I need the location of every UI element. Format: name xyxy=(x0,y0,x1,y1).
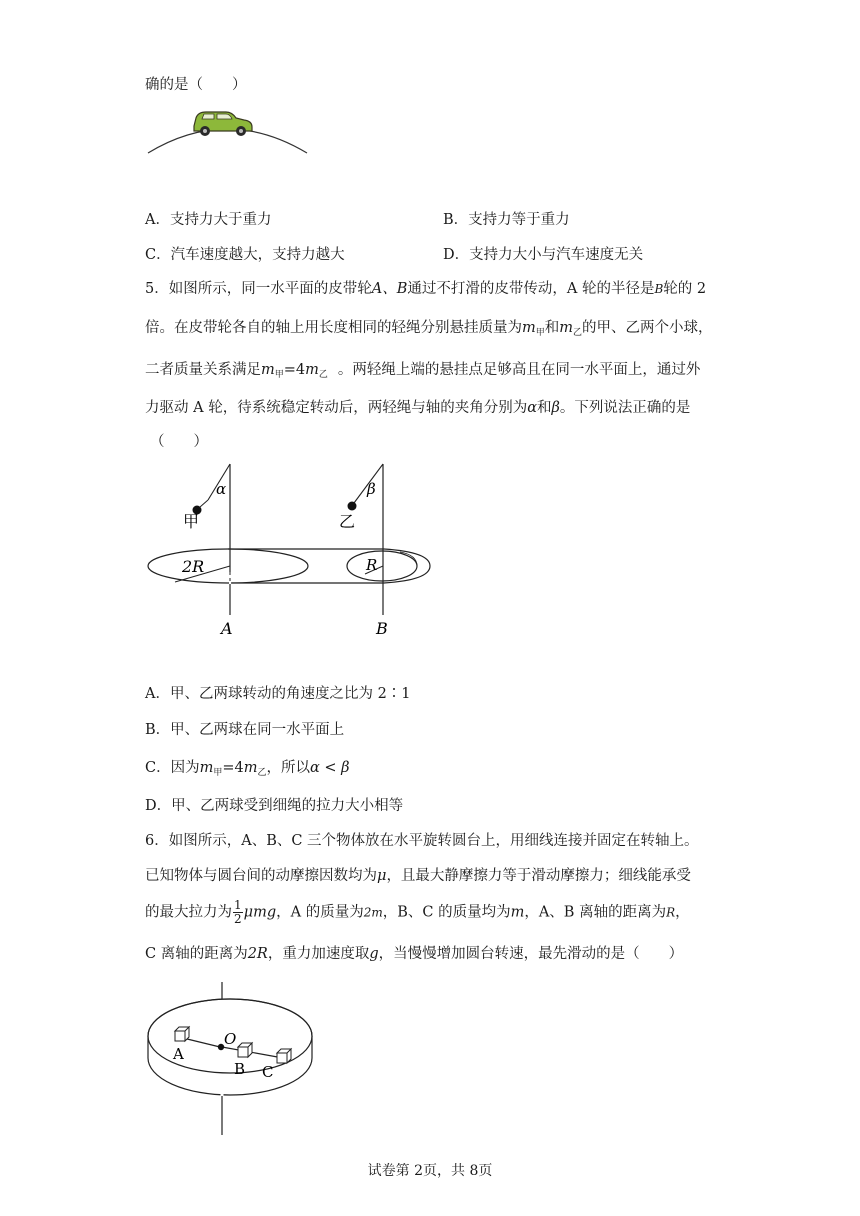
label-jia: 甲 xyxy=(183,512,200,531)
block-c xyxy=(277,1049,291,1063)
q5-option-d: D．甲、乙两球受到细绳的拉力大小相等 xyxy=(145,798,404,814)
q4-option-a: A．支持力大于重力 xyxy=(145,212,272,228)
q5-option-c: C．因为$m_甲=4m_乙$，所以α < β xyxy=(145,760,350,778)
pulley-a xyxy=(148,549,308,583)
q6-stem-line-3: 的最大拉力为 $\frac{1}{2}$ μmg，A 的质量为2m，B、C 的质量均为m，A、B 离轴的距离为R， xyxy=(145,898,690,926)
q5-stem-line-2: 倍。在皮带轮各自的轴上用长度相同的轻绳分别悬挂质量为$m_甲$和$m_乙$的甲、乙两个小球， xyxy=(145,320,713,338)
label-axis-b: B xyxy=(376,619,388,638)
q6-stem-line-4: C 离轴的距离为2R，重力加速度取g，当慢慢增加圆台转速，最先滑动的是（ ） xyxy=(145,946,684,962)
q4-option-b: B．支持力等于重力 xyxy=(443,212,570,228)
ball-yi xyxy=(348,502,357,511)
label-beta: β xyxy=(367,480,376,498)
page-footer: 试卷第 2页，共 8页 xyxy=(367,1163,493,1179)
q6-stem-line-2: 已知物体与圆台间的动摩擦因数均为μ，且最大静摩擦力等于滑动摩擦力；细线能承受 xyxy=(145,868,691,884)
q5-stem-line-3: 二者质量关系满足$m_甲=4m_乙$ 。两轻绳上端的悬挂点足够高且在同一水平面上，通过外 xyxy=(145,362,701,380)
q4-stem-tail: 确的是（ ） xyxy=(145,77,247,93)
label-block-a: A xyxy=(173,1045,184,1063)
turntable-figure xyxy=(140,978,325,1140)
label-2R: 2R xyxy=(182,557,205,576)
car-on-hill-figure xyxy=(140,100,315,160)
label-block-b: B xyxy=(234,1060,246,1078)
label-alpha: α xyxy=(216,480,227,498)
block-a xyxy=(175,1027,189,1041)
q6-stem-line-1: 6．如图所示，A、B、C 三个物体放在水平旋转圆台上，用细线连接并固定在转轴上。 xyxy=(145,833,699,849)
label-block-c: C xyxy=(262,1063,274,1081)
label-yi: 乙 xyxy=(339,512,356,531)
q5-stem-line-1: 5．如图所示，同一水平面的皮带轮A、B通过不打滑的皮带传动，A 轮的半径是B轮的 2 xyxy=(145,281,707,297)
block-b xyxy=(238,1043,252,1057)
q5-option-b: B．甲、乙两球在同一水平面上 xyxy=(145,722,345,738)
q4-option-c: C．汽车速度越大，支持力越大 xyxy=(145,247,345,263)
q5-stem-line-4: 力驱动 A 轮，待系统稳定转动后，两轻绳与轴的夹角分别为α和β。下列说法正确的是 xyxy=(145,400,691,416)
label-axis-a: A xyxy=(221,619,233,638)
q4-option-d: D．支持力大小与汽车速度无关 xyxy=(443,247,644,263)
q5-option-a: A．甲、乙两球转动的角速度之比为 2∶1 xyxy=(145,686,411,702)
q5-stem-line-5: （ ） xyxy=(150,434,208,450)
belt-pulley-figure xyxy=(140,460,440,645)
label-R: R xyxy=(366,556,378,574)
hill-arc xyxy=(148,129,307,153)
label-o: O xyxy=(224,1030,237,1048)
car-icon xyxy=(194,112,252,136)
